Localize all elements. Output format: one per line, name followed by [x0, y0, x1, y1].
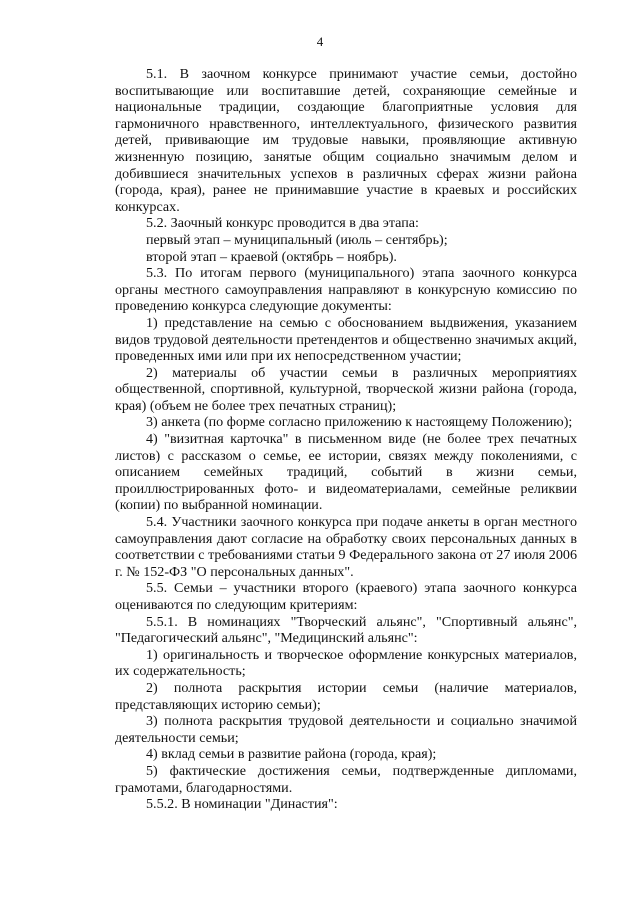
list-item-5-5-1-2: 2) полнота раскрытия истории семьи (наличие материалов, представляющих историю семьи); [115, 679, 577, 713]
document-body [115, 66, 577, 813]
list-item-5-3-1: 1) представление на семью с обоснованием выдвижения, указанием видов трудовой деятельности претендентов и общественно значимых акций, проведенных ими или при их непосредственном участии; [115, 314, 577, 365]
paragraph-5-5-1: 5.5.1. В номинациях "Творческий альянс", "Спортивный альянс", "Педагогический альянс", "Медицинский альянс": [115, 613, 577, 647]
stage-second-line: второй этап – краевой (октябрь – ноябрь). [146, 248, 397, 265]
list-item-5-5-1-3: 3) полнота раскрытия трудовой деятельности и социально значимой деятельности семьи; [115, 713, 577, 746]
list-item-5-5-1-1: 1) оригинальность и творческое оформление конкурсных материалов, их содержательность; [115, 646, 577, 680]
list-item-5-3-4: 4) "визитная карточка" в письменном виде (не более трех печатных листов) с рассказом о семье, ее истории, связях между поколениями, с описанием семейных традиций, событий в жизни семьи, проиллюстрированных фото- и видеоматериалами, семейные реликвии (копии) по выбранной номинации. [115, 431, 577, 514]
list-item-5-5-1-4: 4) вклад семьи в развитие района (города, края); [146, 746, 437, 763]
paragraph-5-4: 5.4. Участники заочного конкурса при подаче анкеты в орган местного самоуправления дают согласие на обработку своих персональных данных в соответствии с требованиями статьи 9 Федерального закона от 27 июля 2006 г. № 152-ФЗ "О персональных данных". [115, 514, 577, 580]
paragraph-5-2: 5.2. Заочный конкурс проводится в два этапа: [146, 215, 419, 232]
list-item-5-5-1-5: 5) фактические достижения семьи, подтвержденные дипломами, грамотами, благодарностями. [115, 762, 577, 796]
paragraph-5-5-2: 5.5.2. В номинации "Династия": [146, 796, 338, 813]
list-item-5-3-3: 3) анкета (по форме согласно приложению к настоящему Положению); [146, 414, 573, 431]
paragraph-5-3: 5.3. По итогам первого (муниципального) этапа заочного конкурса органы местного самоуправления направляют в конкурсную комиссию по проведению конкурса следующие документы: [115, 265, 577, 315]
list-item-5-3-2: 2) материалы об участии семьи в различных мероприятиях общественной, спортивной, культурной, творческой жизни района (города, края) (объем не более трех печатных страниц); [115, 364, 577, 414]
paragraph-5-5: 5.5. Семьи – участники второго (краевого) этапа заочного конкурса оцениваются по следующим критериям: [115, 580, 577, 613]
page-number: 4 [316, 34, 324, 49]
paragraph-5-1: 5.1. В заочном конкурсе принимают участие семьи, достойно воспитывающие или воспитавшие детей, сохраняющие семейные и национальные традиции, создающие благоприятные условия для гармоничного нравственного, интеллектуального, физического развития детей, прививающие им трудовые навыки, проявляющие активную жизненную позицию, занятые общим социально значимым делом и добившиеся значительных успехов в различных сферах жизни района (города, края), ранее не принимавшие участие в краевых и российских конкурсах. [115, 66, 577, 215]
stage-first-line: первый этап – муниципальный (июль – сентябрь); [146, 231, 448, 248]
